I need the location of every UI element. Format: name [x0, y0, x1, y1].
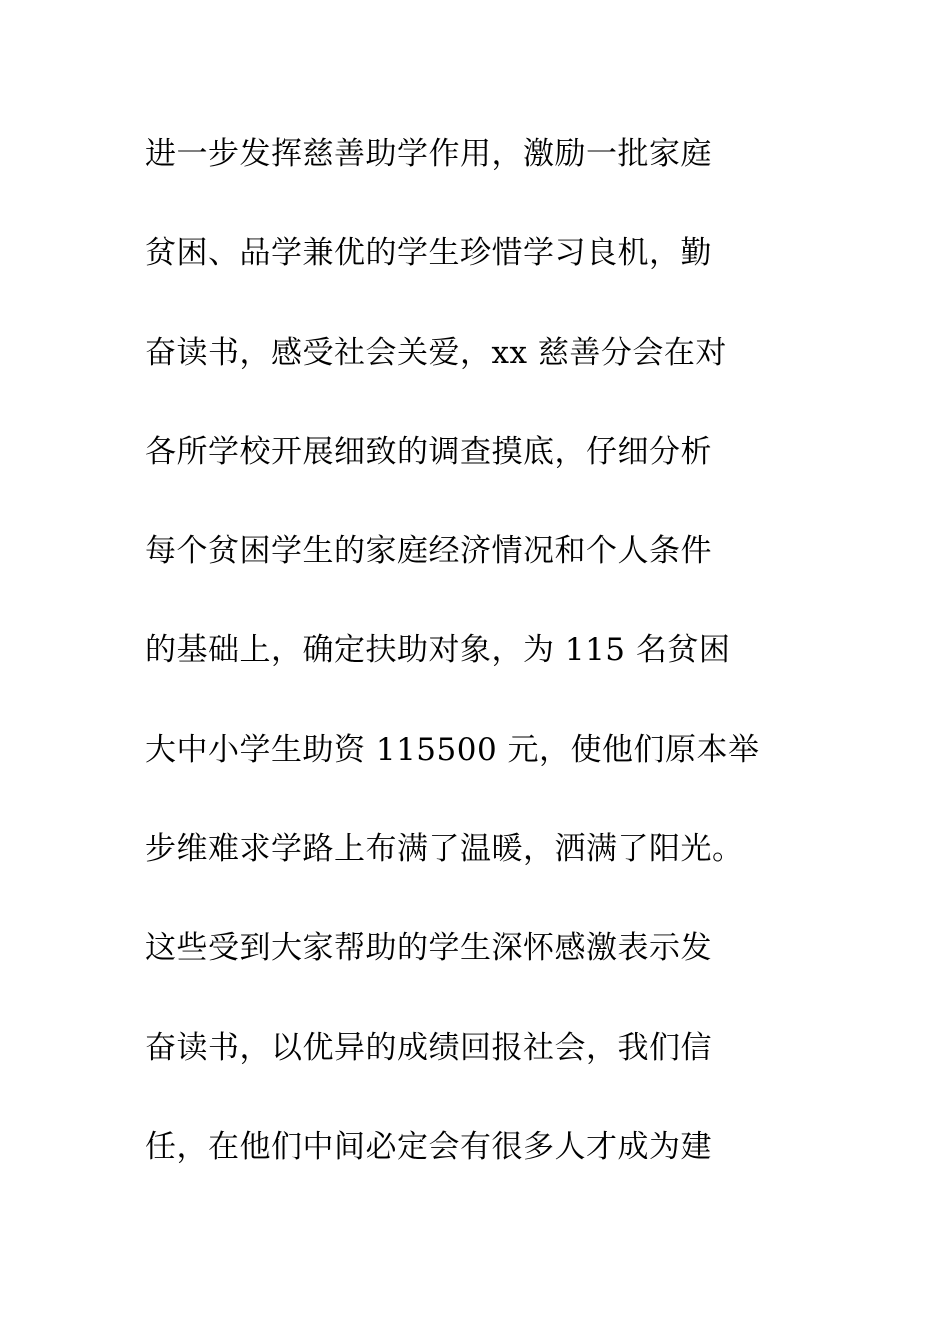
text-line: 每个贫困学生的家庭经济情况和个人条件 — [145, 533, 712, 570]
text-line: 大中小学生助资 115500 元，使他们原本举 — [145, 731, 760, 768]
text-line: 任，在他们中间必定会有很多人才成为建 — [145, 1128, 712, 1165]
text-line: 奋读书，以优异的成绩回报社会，我们信 — [145, 1029, 712, 1066]
text-line: 进一步发挥慈善助学作用，激励一批家庭 — [145, 136, 712, 172]
text-line: 贫困、品学兼优的学生珍惜学习良机，勤 — [145, 235, 712, 272]
text-line: 各所学校开展细致的调查摸底，仔细分析 — [145, 433, 712, 470]
text-line: 这些受到大家帮助的学生深怀感激表示发 — [145, 930, 712, 967]
text-line: 奋读书，感受社会关爱，xx 慈善分会在对 — [145, 334, 727, 371]
text-line: 的基础上，确定扶助对象，为 115 名贫困 — [145, 632, 731, 669]
body-text — [145, 124, 845, 1216]
text-line: 步维难求学路上布满了温暖，洒满了阳光。 — [145, 831, 744, 868]
